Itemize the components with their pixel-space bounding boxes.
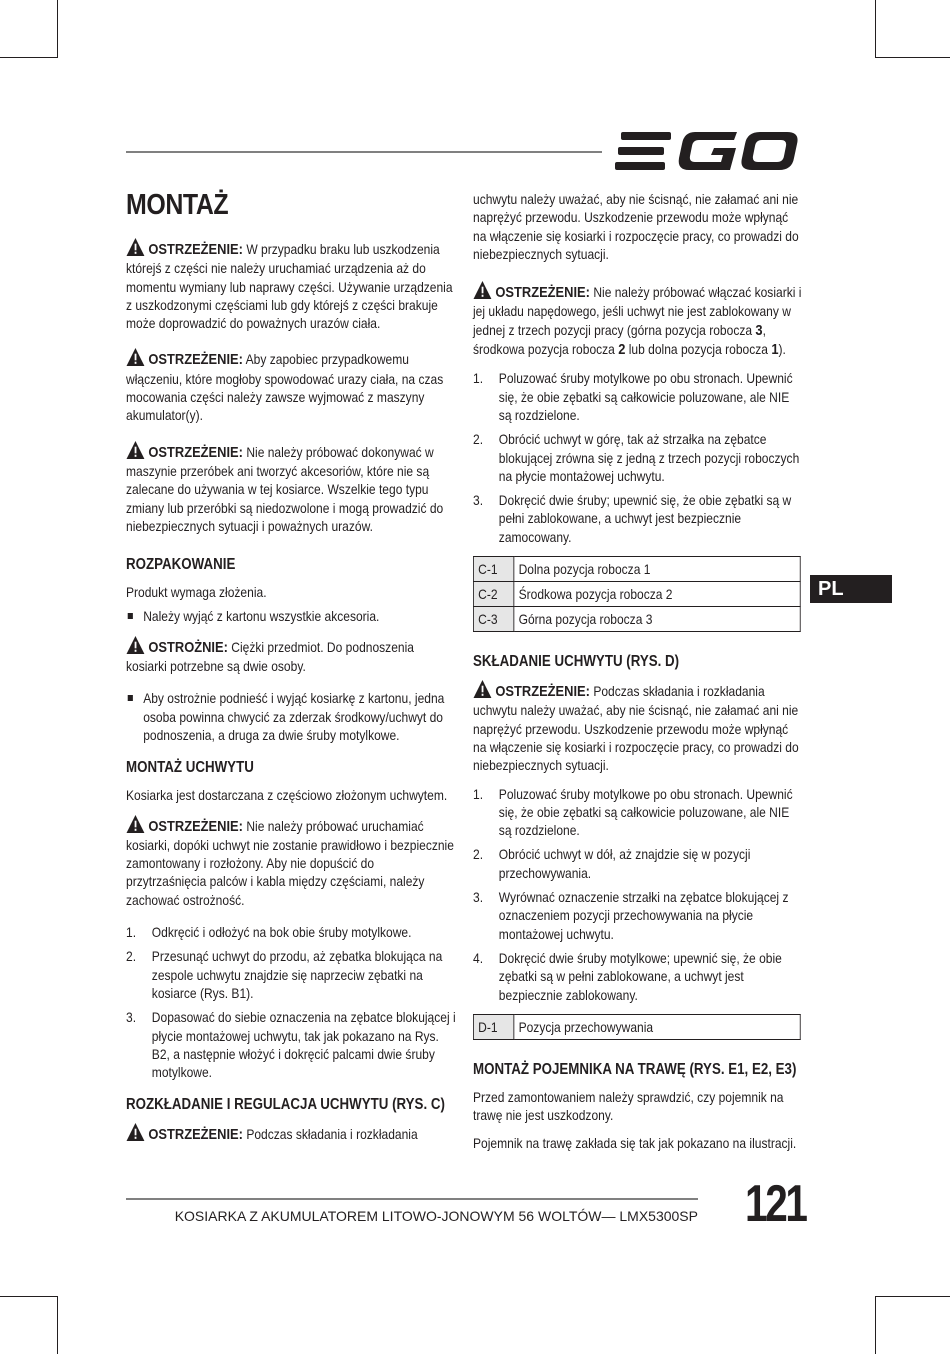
ego-logo: [615, 130, 800, 172]
legend-table-c: [473, 556, 801, 632]
warning-label: OSTRZEŻENIE:: [148, 351, 243, 369]
list-item: [473, 949, 803, 1004]
warning-triangle-icon: [126, 815, 145, 833]
warning-label: OSTRZEŻENIE:: [148, 817, 243, 835]
body-text: Pojemnik na trawę zakłada się tak jak pokazano na ilustracji.: [473, 1135, 797, 1152]
table-cell-desc: Górna pozycja robocza 3: [514, 607, 800, 632]
warning-text: lub dolna pozycja robocza: [625, 341, 772, 358]
right-column: [473, 190, 801, 1163]
list-item-text: Dokręcić dwie śruby motylkowe; upewnić się, że obie zębatki są w pełni zablokowane, a uchwyt jest bezpiecznie zablokowany.: [498, 949, 782, 1003]
body-text: Kosiarka jest dostarczana z częściowo złożonym uchwytem.: [126, 787, 448, 804]
table-row: [473, 607, 800, 632]
table-cell-desc: Dolna pozycja robocza 1: [514, 557, 800, 582]
position-number: 2: [618, 341, 626, 359]
bullet-square-icon: [128, 695, 133, 701]
list-item: [126, 689, 456, 744]
list-item: [126, 923, 456, 941]
warning-paragraph: [126, 815, 456, 909]
list-number: 4.: [473, 949, 484, 966]
list-number: 1.: [473, 370, 484, 387]
table-row: [473, 557, 800, 582]
list-item-text: Wyrównać oznaczenie strzałki na zębatce blokującej z oznaczeniem pozycji przechowywania na płycie montażowej uchwytu.: [498, 889, 789, 942]
warning-triangle-icon: [126, 1123, 145, 1141]
body-text: Produkt wymaga złożenia.: [126, 584, 267, 601]
page-number: 121: [745, 1175, 806, 1233]
warning-label: OSTRZEŻENIE:: [148, 241, 243, 258]
body-text: uchwytu należy uważać, aby nie ścisnąć, nie załamać ani nie naprężyć przewodu. Uszkodzenie przewodu może wpłynąć na włączenie się kosiarki i rozpoczęcie pracy, co prowadzi do niebezpiecznych sytuacji.: [473, 191, 799, 262]
numbered-list: [126, 923, 456, 1081]
left-column: [126, 186, 456, 1155]
table-cell-code: C-3: [473, 607, 513, 632]
crop-mark: [875, 0, 876, 58]
warning-text: W przypadku braku lub uszkodzenia którejś z części nie należy uruchamiać urządzenia aż do momentu wymiany lub naprawy części. Używanie urządzenia z uszkodzonymi częściami lub gdy którejś z części brakuje może doprowadzić do poważnych urazów ciała.: [126, 241, 453, 332]
section-heading-handle-assembly: MONTAŻ UCHWYTU: [126, 759, 254, 777]
list-number: 2.: [473, 431, 484, 448]
bullet-list: [126, 689, 456, 744]
list-item-text: Poluzować śruby motylkowe po obu stronach. Upewnić się, że obie zębatki są całkowicie poluzowane, ale NIE są rozdzielone.: [498, 370, 793, 423]
footer-model-line: KOSIARKA Z AKUMULATOREM LITOWO-JONOWYM 56 WOLTÓW— LMX5300SP: [174, 1208, 698, 1224]
warning-label: OSTRZEŻENIE:: [495, 683, 590, 701]
crop-mark: [875, 1296, 950, 1297]
warning-paragraph: [473, 680, 803, 774]
warning-text: Nie należy próbować uruchamiać kosiarki, dopóki uchwyt nie zostanie prawidłowo i bezpiecznie zamontowany i rozłożony. Aby nie dopuścić do przytrzaśnięcia palców i kabla między częściami, należy zachować ostrożność.: [126, 817, 454, 908]
table-cell-desc: Pozycja przechowywania: [514, 1014, 800, 1039]
warning-paragraph: [126, 1123, 456, 1144]
header-rule: [126, 151, 602, 153]
list-item: [473, 888, 803, 943]
crop-mark: [57, 1296, 58, 1354]
warning-text: Nie należy próbować dokonywać w maszynie przeróbek ani tworzyć akcesoriów, które nie są zalecane do używania w tej kosiarce. Wszelkie tego typu zmiany lub przeróbki są niedozwolone i mogą prowadzić do niebezpiecznych sytuacji i poważnych urazów.: [126, 443, 444, 534]
section-heading-unfolding: ROZKŁADANIE I REGULACJA UCHWYTU (RYS. C): [126, 1096, 445, 1114]
crop-mark: [875, 57, 950, 58]
table-row: [473, 1014, 800, 1039]
list-number: 3.: [126, 1009, 137, 1026]
caution-text: Ciężki przedmiot. Do podnoszenia kosiarki potrzebne są dwie osoby.: [126, 638, 414, 675]
body-text: Przed zamontowaniem należy sprawdzić, czy pojemnik na trawę nie jest uszkodzony.: [473, 1088, 784, 1124]
list-number: 3.: [473, 492, 484, 509]
caution-paragraph: [126, 636, 456, 676]
crop-mark: [0, 1296, 58, 1297]
list-item-text: Przesunąć uchwyt do przodu, aż zębatka blokująca na zespole uchwytu znajdzie się naprzeciw zębatki na kosiarce (Rys. B1).: [151, 948, 443, 1001]
list-item: [126, 1008, 456, 1081]
crop-mark: [57, 0, 58, 58]
table-cell-code: D-1: [473, 1014, 513, 1039]
warning-triangle-icon: [126, 238, 145, 256]
legend-table-d: [473, 1014, 801, 1040]
warning-paragraph: [126, 348, 456, 424]
list-number: 1.: [126, 924, 137, 941]
position-number: 1: [771, 341, 779, 359]
footer-rule: [126, 1198, 698, 1200]
list-item-text: Należy wyjąć z kartonu wszystkie akcesoria.: [143, 608, 380, 625]
warning-text: Podczas składania i rozkładania: [242, 1126, 418, 1143]
table-cell-code: C-1: [473, 557, 513, 582]
warning-label: OSTRZEŻENIE:: [148, 1126, 243, 1144]
table-row: [473, 582, 800, 607]
table-cell-code: C-2: [473, 582, 513, 607]
bullet-square-icon: [128, 613, 133, 619]
list-item: [473, 785, 803, 840]
list-item-text: Aby ostrożnie podnieść i wyjąć kosiarkę z kartonu, jedna osoba powinna chwycić za zderzak środkowy/uchwyt do podnoszenia, a druga za dwie śruby motylkowe.: [143, 690, 445, 743]
warning-triangle-icon: [126, 636, 145, 654]
list-number: 2.: [473, 846, 484, 863]
list-item-text: Obrócić uchwyt w dół, aż znajdzie się w pozycji przechowywania.: [498, 846, 751, 881]
list-number: 2.: [126, 948, 137, 965]
warning-label: OSTRZEŻENIE:: [495, 284, 590, 302]
warning-text: Podczas składania i rozkładania uchwytu należy uważać, aby nie ścisnąć, nie załamać ani nie naprężyć przewodu. Uszkodzenie przewodu może wpłynąć na włączenie się kosiarki i rozpoczęcie pracy, co prowadzi do niebezpiecznych sytuacji.: [473, 683, 799, 774]
warning-text: Aby zapobiec przypadkowemu włączeniu, które mogłoby spowodować urazy ciała, na czas mocowania części należy zawsze wyjmować z maszyny akumulator(y).: [126, 351, 444, 424]
list-item-text: Dopasować do siebie oznaczenia na zębatce blokującej i płycie montażowej uchwytu, tak jak pokazano na Rys. B2, a następnie włożyć i dokręcić palcami dwie śruby motylkowe.: [151, 1009, 456, 1081]
list-item: [473, 491, 803, 546]
warning-paragraph: [126, 238, 456, 332]
list-item-text: Poluzować śruby motylkowe po obu stronach. Upewnić się, że obie zębatki są całkowicie poluzowane, ale NIE są rozdzielone.: [498, 785, 793, 839]
warning-paragraph: [473, 281, 803, 359]
table-cell-desc: Środkowa pozycja robocza 2: [514, 582, 800, 607]
crop-mark: [0, 57, 58, 58]
caution-label: OSTROŻNIE:: [148, 638, 228, 656]
position-number: 3: [755, 321, 763, 339]
warning-text: , środkowa pozycja robocza: [473, 321, 766, 358]
list-item: [473, 369, 803, 424]
bullet-list: [126, 607, 456, 625]
list-item: [126, 607, 456, 625]
section-heading-grass-bag: MONTAŻ POJEMNIKA NA TRAWĘ (RYS. E1, E2, E3): [473, 1060, 797, 1078]
warning-triangle-icon: [473, 680, 492, 698]
list-item-text: Odkręcić i odłożyć na bok obie śruby motylkowe.: [151, 924, 412, 941]
warning-text: Nie należy próbować włączać kosiarki i jej układu napędowego, jeśli uchwyt nie jest zablokowany w jednej z trzech pozycji pracy (górna pozycja robocza: [473, 284, 802, 338]
crop-mark: [875, 1296, 876, 1354]
section-heading-unpacking: ROZPAKOWANIE: [126, 556, 236, 574]
language-tab: PL: [810, 575, 892, 603]
list-number: 3.: [473, 889, 484, 906]
numbered-list: [473, 785, 803, 1004]
warning-text: ).: [778, 341, 786, 358]
section-heading-folding: SKŁADANIE UCHWYTU (RYS. D): [473, 653, 680, 671]
warning-paragraph: [126, 441, 456, 535]
list-item-text: Obrócić uchwyt w górę, tak aż strzałka na zębatce blokującej zrówna się z jedną z trzech pozycji roboczych na płycie montażowej uchwytu.: [498, 431, 800, 484]
list-item: [126, 947, 456, 1002]
list-item: [473, 430, 803, 485]
numbered-list: [473, 369, 803, 546]
list-item: [473, 845, 803, 882]
list-number: 1.: [473, 785, 484, 802]
page-title: MONTAŻ: [126, 189, 229, 221]
warning-label: OSTRZEŻENIE:: [148, 443, 243, 461]
warning-triangle-icon: [126, 441, 145, 459]
warning-triangle-icon: [473, 281, 492, 299]
warning-triangle-icon: [126, 348, 145, 366]
list-item-text: Dokręcić dwie śruby; upewnić się, że obie zębatki są w pełni zablokowane, a uchwyt jest bezpiecznie zamocowany.: [498, 492, 792, 545]
